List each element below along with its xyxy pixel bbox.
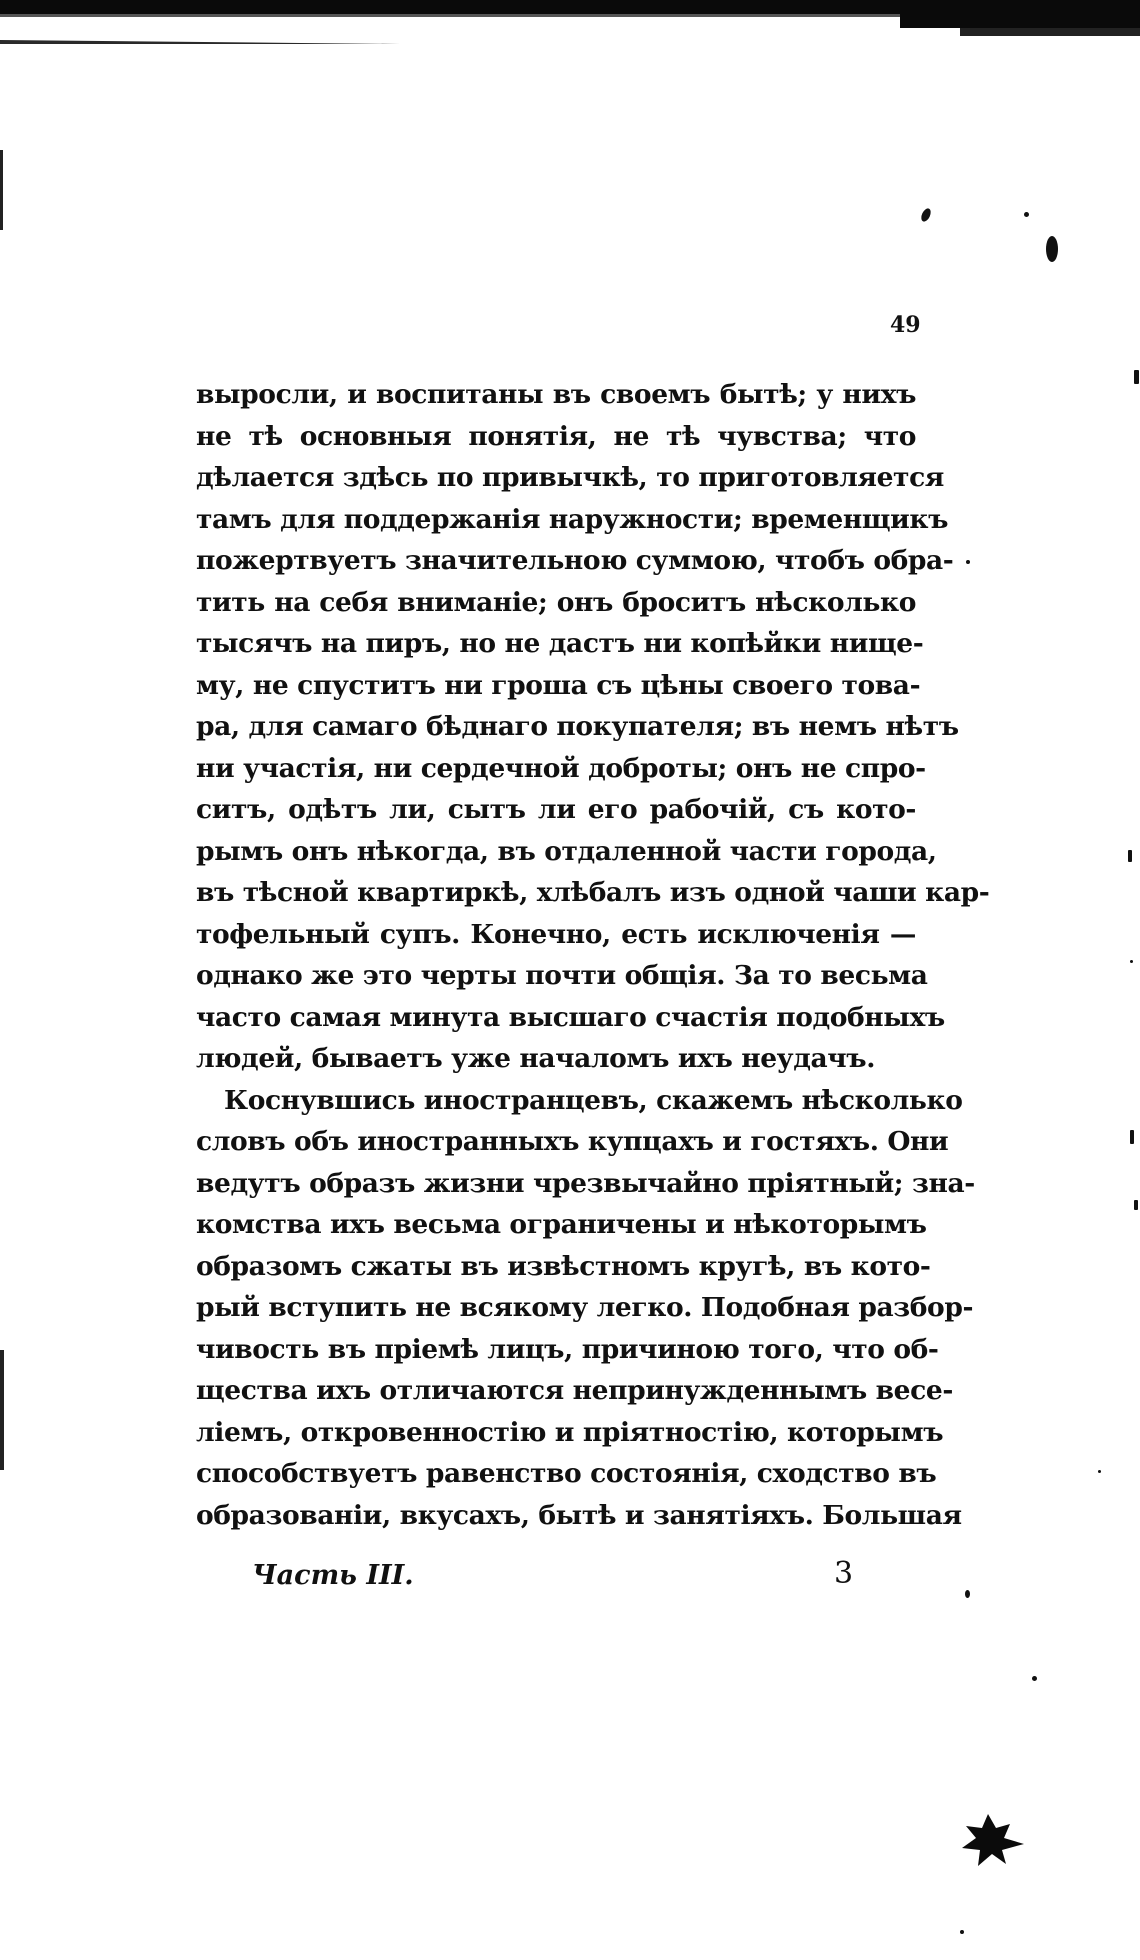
text-line: рымъ онъ нѣкогда, въ отдаленной части города, [196,835,937,867]
text-line: чивость въ пріемѣ лицъ, причиною того, что об- [196,1333,939,1365]
text-line: рый вступить не всякому легко. Подобная разбор- [196,1292,974,1323]
text-line: Коснувшись иностранцевъ, скажемъ нѣсколько [224,1084,963,1116]
ink-speck [919,207,932,223]
text-line: образомъ сжаты въ извѣстномъ кругѣ, въ кото- [196,1250,931,1282]
page-number: 49 [890,312,921,338]
ink-speck [1130,1130,1134,1144]
signature-mark: Часть III. [252,1560,414,1591]
ink-speck [960,1930,964,1934]
body-text [196,374,990,1536]
ink-speck [1128,850,1132,862]
ink-speck [1046,236,1058,262]
text-line: образованіи, вкусахъ, бытѣ и занятіяхъ. Большая [196,1499,962,1531]
ink-speck [1130,960,1133,963]
text-line: часто самая минута высшаго счастія подобныхъ [196,1001,945,1033]
ink-speck [965,1590,970,1598]
text-line: не тѣ основныя понятія, не тѣ чувства; что [196,420,916,452]
text-line: му, не спуститъ ни гроша съ цѣны своего това- [196,669,921,701]
text-line: словъ объ иностранныхъ купцахъ и гостяхъ. Они [196,1126,949,1157]
text-line: пожертвуетъ значительною суммою, чтобъ обра- [196,545,954,576]
ink-speck [1032,1676,1037,1681]
ink-speck [1024,212,1029,217]
text-line: тысячъ на пиръ, но не дастъ ни копѣйки нище- [196,628,924,659]
text-line: ни участія, ни сердечной доброты; онъ не спро- [196,752,926,784]
text-line: дѣлается здѣсь по привычкѣ, то приготовляется [196,462,944,493]
paragraph-2 [196,1080,975,1537]
text-line: комства ихъ весьма ограничены и нѣкоторымъ [196,1209,927,1240]
text-line: ра, для самаго бѣднаго покупателя; въ немъ нѣтъ [196,711,959,742]
text-line: ліемъ, откровенностію и пріятностію, которымъ [196,1416,944,1448]
text-line: щества ихъ отличаются непринужденнымъ весе- [196,1375,953,1406]
text-line: тить на себя вниманіе; онъ броситъ нѣсколько [196,586,916,618]
ink-speck [1134,1200,1138,1210]
text-line: способствуетъ равенство состоянія, сходство въ [196,1458,937,1489]
scan-top-edge [0,0,1140,44]
text-line: выросли, и воспитаны въ своемъ бытѣ; у нихъ [196,379,916,410]
paragraph-1 [196,374,990,1080]
ink-speck [1134,370,1139,384]
scan-left-edge [0,150,8,1550]
text-line: въ тѣсной квартиркѣ, хлѣбалъ изъ одной чаши кар- [196,877,990,908]
ink-speck [966,560,970,564]
text-line: людей, бываетъ уже началомъ ихъ неудачъ. [196,1043,876,1074]
text-line: ситъ, одѣтъ ли, сытъ ли его рабочій, съ кото- [196,794,916,825]
text-line: однако же это черты почти общія. За то весьма [196,960,928,991]
text-line: ведутъ образъ жизни чрезвычайно пріятный; зна- [196,1167,975,1199]
sheet-number: 3 [834,1556,854,1591]
ink-blot [958,1810,1028,1870]
text-line: тамъ для поддержанія наружности; временщикъ [196,503,949,535]
page-footer [252,1556,872,1591]
ink-speck [1098,1470,1101,1473]
text-line: тофельный супъ. Конечно, есть исключенія — [196,918,916,950]
